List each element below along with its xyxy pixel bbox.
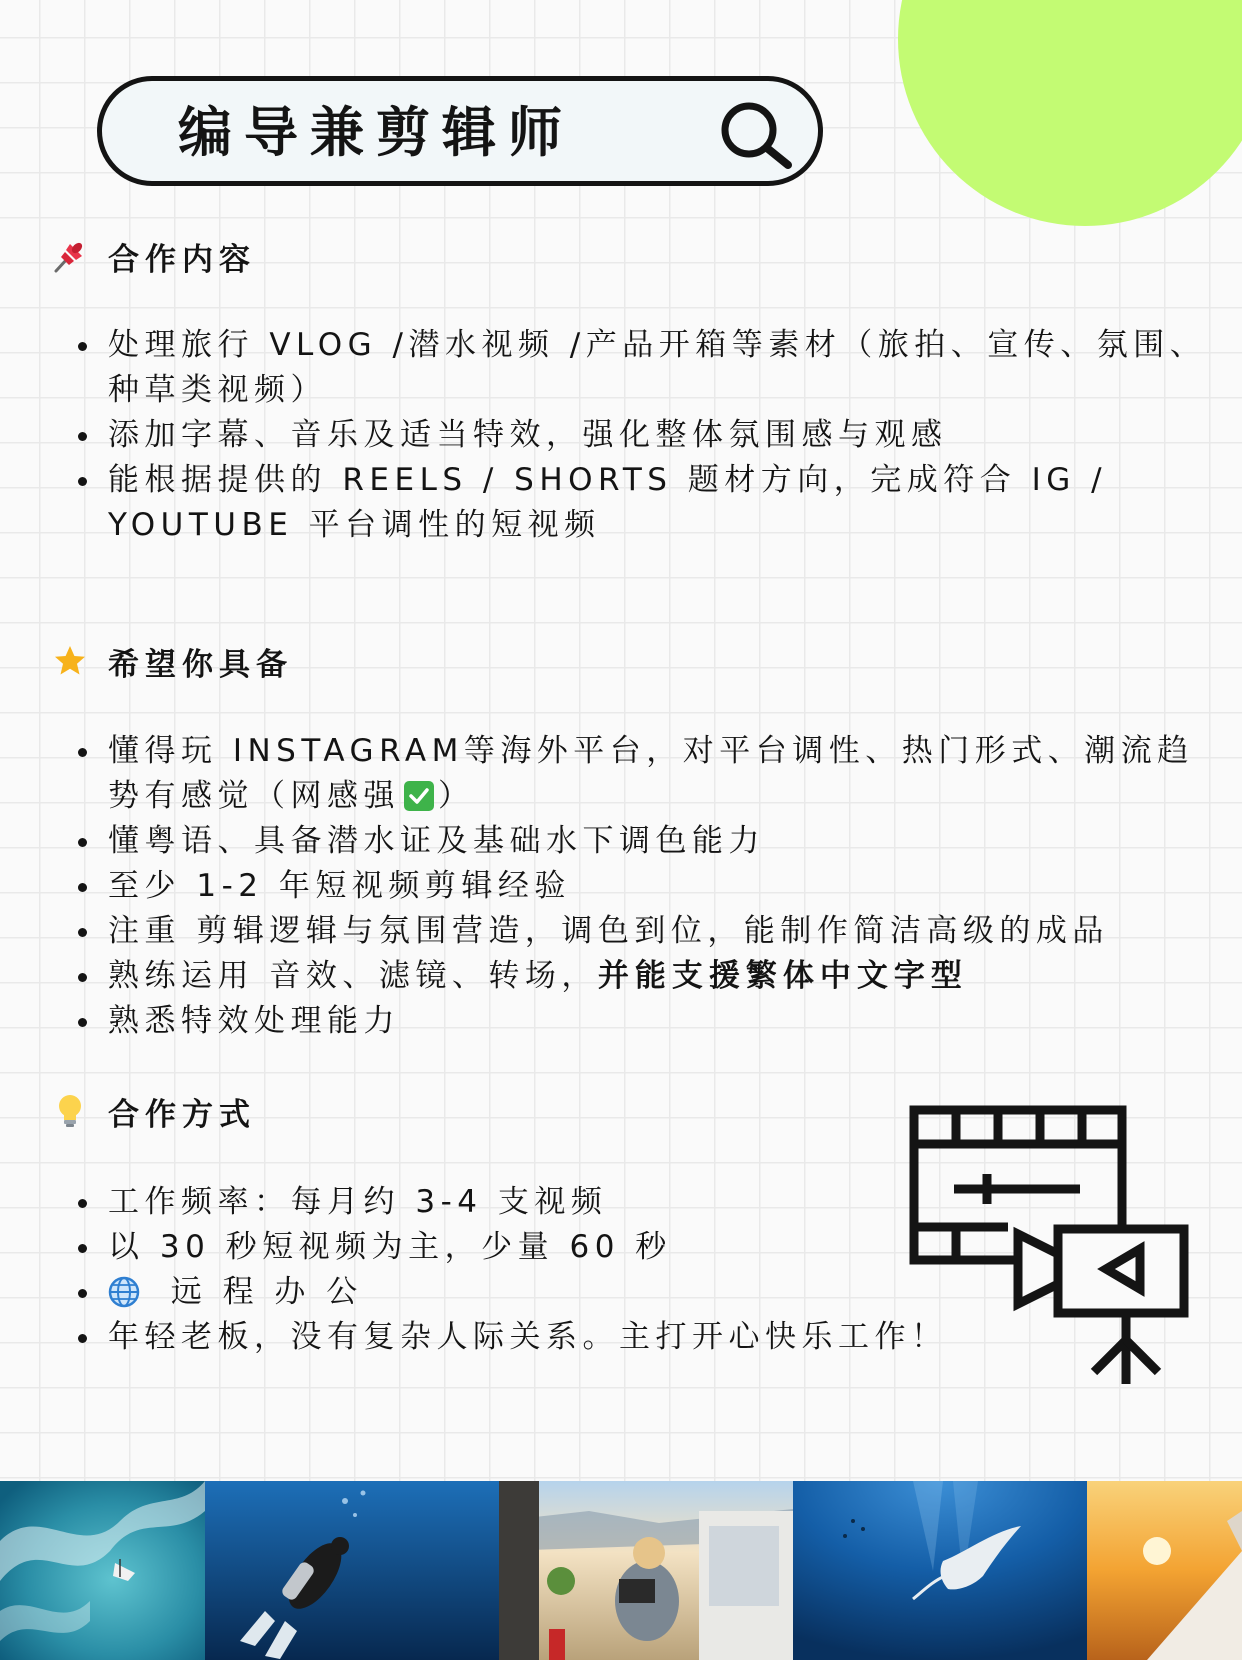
- section-header-cooperation-method: [52, 1091, 256, 1131]
- pushpin-icon: [52, 238, 88, 274]
- list-item: 懂得玩 INSTAGRAM等海外平台，对平台调性、热门形式、潮流趋: [78, 729, 1238, 774]
- photo-sunset-wing: [1087, 1481, 1242, 1660]
- star-icon: [52, 643, 88, 679]
- film-camera-icon: [908, 1104, 1192, 1390]
- list-item-continuation: YOUTUBE 平台调性的短视频: [108, 507, 601, 543]
- page-title: 编导兼剪辑师: [178, 101, 574, 164]
- list-item-continuation: 种草类视频）: [108, 372, 327, 408]
- section-header-cooperation-content: [52, 236, 256, 276]
- photo-camper-van-laptop: [499, 1481, 793, 1660]
- cooperation-content-list: [78, 323, 1238, 548]
- photo-strip: [0, 1481, 1242, 1660]
- list-item: 添加字幕、音乐及适当特效，强化整体氛围感与观感: [78, 413, 1238, 458]
- search-bar[interactable]: [97, 76, 823, 186]
- list-item-continuation: 势有感觉（网感强 ）: [108, 778, 475, 814]
- lightbulb-icon: [52, 1093, 88, 1129]
- list-item: 年轻老板，没有复杂人际关系。主打开心快乐工作！: [78, 1315, 1238, 1360]
- photo-scuba-diver: [205, 1481, 499, 1660]
- section-title: 合作内容: [108, 241, 256, 278]
- list-item: 熟悉特效处理能力: [78, 999, 1238, 1044]
- list-item: 熟练运用 音效、滤镜、转场，并能支援繁体中文字型: [78, 954, 1238, 999]
- list-item: 处理旅行 VLOG /潜水视频 /产品开箱等素材（旅拍、宣传、氛围、: [78, 323, 1238, 368]
- requirements-list: [78, 729, 1238, 1044]
- decorative-green-circle: [898, 0, 1242, 226]
- check-mark-icon: [404, 781, 434, 811]
- search-icon[interactable]: [716, 99, 796, 169]
- list-item: 以 30 秒短视频为主，少量 60 秒: [78, 1225, 1238, 1270]
- section-header-requirements: [52, 641, 293, 681]
- photo-manta-ray: [793, 1481, 1087, 1660]
- list-item: 至少 1-2 年短视频剪辑经验: [78, 864, 1238, 909]
- list-item: 能根据提供的 REELS / SHORTS 题材方向，完成符合 IG /: [78, 458, 1238, 503]
- section-title: 希望你具备: [108, 646, 293, 683]
- globe-icon: [108, 1276, 140, 1308]
- list-item: 工作频率：每月约 3-4 支视频: [78, 1180, 1238, 1225]
- list-item: 懂粤语、具备潜水证及基础水下调色能力: [78, 819, 1238, 864]
- section-title: 合作方式: [108, 1096, 256, 1133]
- list-item: 注重 剪辑逻辑与氛围营造，调色到位，能制作简洁高级的成品: [78, 909, 1238, 954]
- photo-aerial-ocean-boat: [0, 1481, 205, 1660]
- list-item: 远 程 办 公: [78, 1270, 1238, 1315]
